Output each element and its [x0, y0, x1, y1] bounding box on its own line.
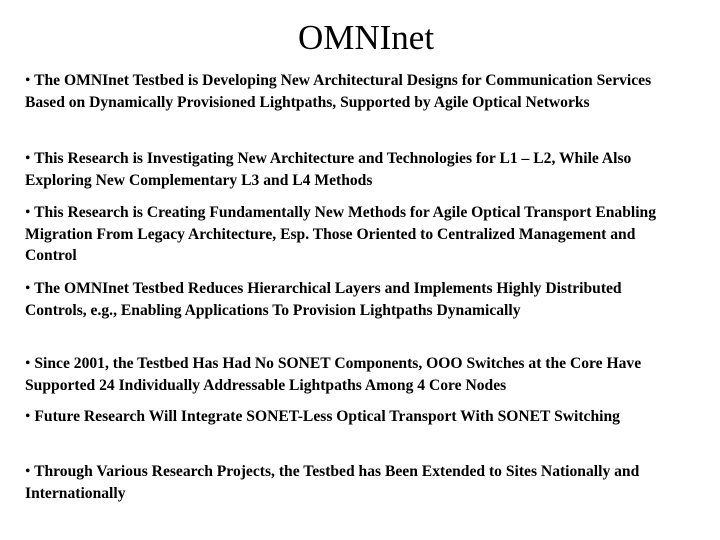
bullet-dot-icon: •	[25, 463, 31, 480]
bullet-text: This Research is Investigating New Architecture and Technologies for L1 – L2, While Also Exploring New Complementary L3 and L4 Methods	[25, 150, 632, 189]
bullet-item	[25, 202, 685, 267]
bullet-dot-icon: •	[25, 150, 31, 167]
bullet-dot-icon: •	[25, 408, 31, 425]
bullet-item	[25, 353, 685, 396]
bullet-item	[25, 148, 685, 191]
bullet-dot-icon: •	[25, 204, 31, 221]
slide-title: OMNInet	[297, 18, 435, 57]
bullet-text: Through Various Research Projects, the Testbed has Been Extended to Sites Nationally and Internationally	[25, 463, 640, 502]
bullet-dot-icon: •	[25, 280, 31, 297]
bullet-text: Future Research Will Integrate SONET-Less Optical Transport With SONET Switching	[34, 408, 620, 425]
bullet-item	[25, 70, 685, 113]
bullet-text: The OMNInet Testbed Reduces Hierarchical Layers and Implements Highly Distributed Controls, e.g., Enabling Applications To Provision Lightpaths Dynamically	[25, 280, 622, 319]
bullet-item	[25, 406, 685, 428]
bullet-dot-icon: •	[25, 72, 31, 89]
bullet-text: The OMNInet Testbed is Developing New Architectural Designs for Communication Services Based on Dynamically Provisioned Lightpaths, Supported by Agile Optical Networks	[25, 72, 652, 111]
bullet-item	[25, 461, 685, 504]
bullet-dot-icon: •	[25, 355, 31, 372]
bullet-text: This Research is Creating Fundamentally New Methods for Agile Optical Transport Enabling Migration From Legacy Architecture, Esp. Those Oriented to Centralized Management and Control	[25, 204, 656, 265]
bullet-item	[25, 278, 685, 321]
bullet-text: Since 2001, the Testbed Has Had No SONET Components, OOO Switches at the Core Have Supported 24 Individually Addressable Lightpaths Among 4 Core Nodes	[25, 355, 642, 394]
